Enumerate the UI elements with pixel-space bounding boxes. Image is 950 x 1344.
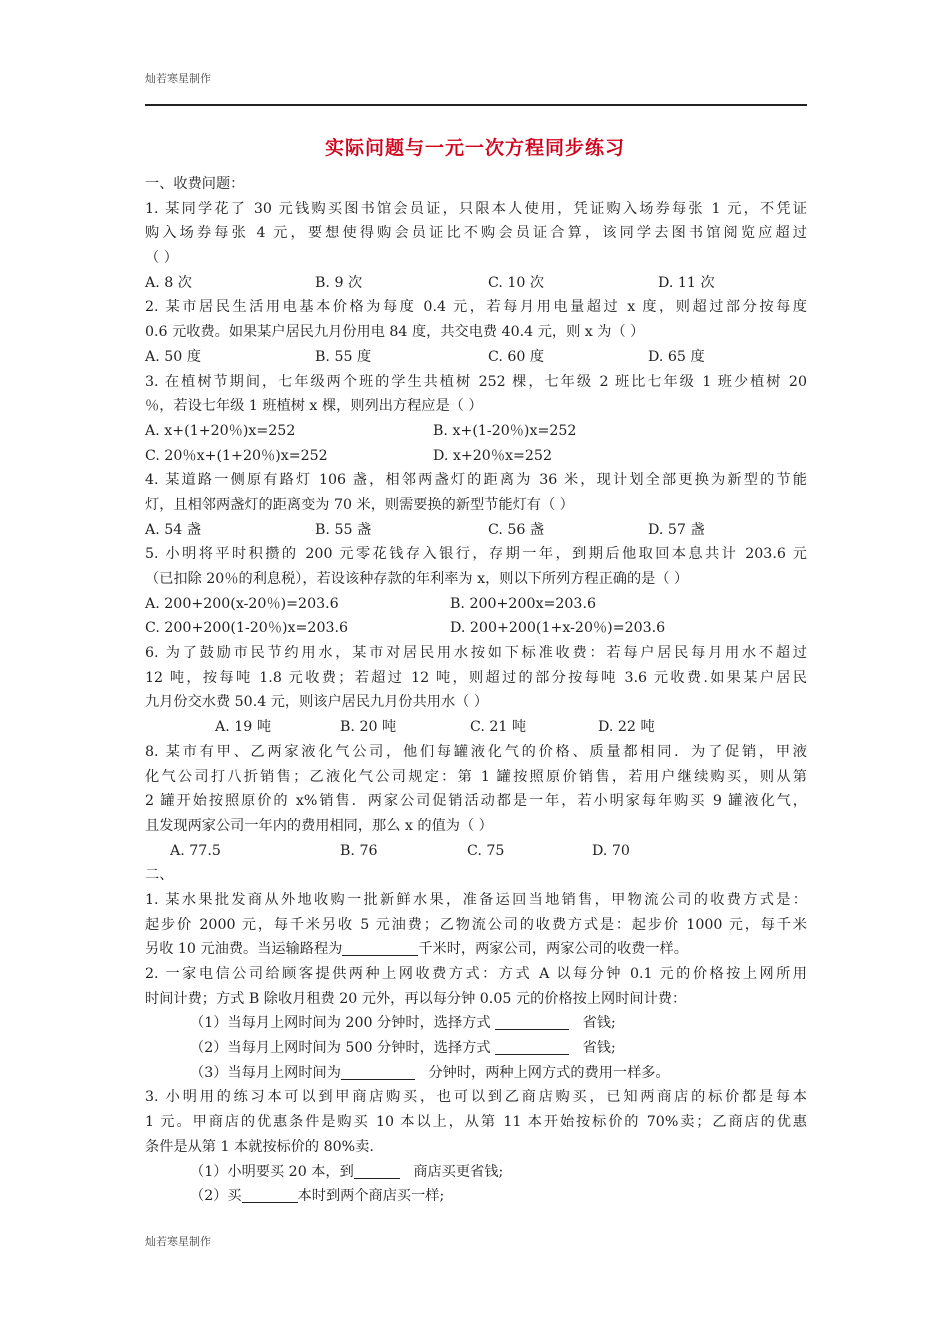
option-d: D. 70 bbox=[592, 842, 630, 859]
question-3-line-2: ％，若设七年级 1 班植树 x 棵，则列出方程应是（ ） bbox=[145, 398, 483, 415]
sub-text-after-blank: 分钟时，两种上网方式的费用一样多。 bbox=[428, 1064, 670, 1081]
question-3-line-1: 3. 在植树节期间，七年级两个班的学生共植树 252 棵，七年级 2 班比七年级 1 班少植树 20 bbox=[145, 373, 807, 390]
question-8-line-4: 且发现两家公司一年内的费用相同，那么 x 的值为（ ） bbox=[145, 817, 493, 834]
option-c: C. 20％x+(1+20％)x=252 bbox=[145, 447, 328, 464]
problem-3-line-3: 条件是从第 1 本就按标价的 80%卖. bbox=[145, 1138, 374, 1155]
answer-blank bbox=[341, 1063, 415, 1080]
sub-text-after-blank: 本时到两个商店买一样; bbox=[297, 1188, 445, 1205]
option-d: D. 65 度 bbox=[648, 348, 705, 365]
option-b: B. 55 盏 bbox=[315, 521, 372, 538]
option-b: B. 9 次 bbox=[315, 274, 363, 291]
question-5-line-2: （已扣除 20％的利息税），若设该种存款的年利率为 x，则以下所列方程正确的是（ ） bbox=[145, 571, 689, 587]
answer-blank bbox=[495, 1013, 569, 1030]
option-c: C. 21 吨 bbox=[470, 719, 527, 736]
question-6-line-3: 九月份交水费 50.4 元，则该户居民九月份共用水（ ） bbox=[145, 694, 489, 711]
page-footer: 灿若寒星制作 bbox=[145, 1235, 211, 1248]
option-a: A. 50 度 bbox=[145, 348, 202, 365]
sub-text-after-blank: 省钱; bbox=[582, 1040, 616, 1057]
sub-text-before-blank: （1）当每月上网时间为 200 分钟时，选择方式 bbox=[190, 1015, 491, 1032]
problem-2-line-2: 时间计费；方式 B 除收月租费 20 元外，再以每分钟 0.05 元的价格按上网时间计费： bbox=[145, 990, 687, 1007]
option-b: B. 200+200x=203.6 bbox=[450, 595, 596, 612]
answer-blank bbox=[495, 1038, 569, 1055]
question-2-line-1: 2. 某市居民生活用电基本价格为每度 0.4 元，若每月用电量超过 x 度，则超过部分按每度 bbox=[145, 299, 807, 316]
question-1-line-1: 1. 某同学花了 30 元钱购买图书馆会员证，只限本人使用，凭证购入场券每张 1 元，不凭证 bbox=[145, 200, 807, 217]
sub-text-before-blank: （2）买 bbox=[190, 1188, 242, 1205]
option-a: A. x+(1+20％)x=252 bbox=[145, 422, 296, 439]
problem-1-text-before-blank: 另收 10 元油费。当运输路程为 bbox=[145, 941, 343, 958]
question-5-options-row-2 bbox=[145, 616, 807, 641]
problem-3-line-2: 1 元。甲商店的优惠条件是购买 10 本以上，从第 11 本开始按标价的 70%卖；乙商店的优惠 bbox=[145, 1114, 807, 1131]
answer-blank bbox=[242, 1186, 298, 1203]
question-1-options bbox=[145, 271, 807, 296]
problem-3-line-1: 3. 小明用的练习本可以到甲商店购买，也可以到乙商店购买，已知两商店的标价都是每本 bbox=[145, 1089, 807, 1106]
page-header: 灿若寒星制作 bbox=[145, 72, 211, 85]
answer-blank bbox=[354, 1162, 400, 1179]
option-c: C. 60 度 bbox=[488, 348, 545, 365]
question-8-options bbox=[145, 839, 807, 864]
problem-3-sub-1 bbox=[145, 1160, 807, 1185]
question-8-line-2: 化气公司打八折销售；乙液化气公司规定：第 1 罐按照原价销售，若用户继续购买，则从第 bbox=[145, 768, 807, 785]
option-b: B. 76 bbox=[340, 842, 378, 859]
section-heading: 二、 bbox=[145, 867, 174, 884]
section-heading: 一、收费问题： bbox=[145, 176, 245, 192]
problem-1-text-after-blank: 千米时，两家公司，两家公司的收费一样。 bbox=[418, 941, 688, 958]
problem-1-line-1: 1. 某水果批发商从外地收购一批新鲜水果，准备运回当地销售，甲物流公司的收费方式是： bbox=[145, 891, 807, 908]
option-d: D. 11 次 bbox=[658, 274, 715, 291]
sub-text-before-blank: （2）当每月上网时间为 500 分钟时，选择方式 bbox=[190, 1040, 491, 1057]
question-8-line-1: 8. 某市有甲、乙两家液化气公司，他们每罐液化气的价格、质量都相同．为了促销，甲液 bbox=[145, 743, 807, 760]
question-4-line-2: 灯，且相邻两盏灯的距离变为 70 米，则需要换的新型节能灯有（ ） bbox=[145, 496, 574, 513]
question-4-options bbox=[145, 518, 807, 543]
option-d: D. 22 吨 bbox=[598, 719, 655, 736]
option-a: A. 8 次 bbox=[145, 274, 192, 291]
option-b: B. 20 吨 bbox=[340, 719, 397, 736]
question-5-options-row-1 bbox=[145, 592, 807, 617]
question-2-line-2: 0.6 元收费。如果某户居民九月份用电 84 度，共交电费 40.4 元，则 x 为（ ） bbox=[145, 324, 645, 341]
sub-text-after-blank: 商店买更省钱; bbox=[413, 1163, 504, 1180]
question-6-options bbox=[145, 715, 807, 740]
option-a: A. 200+200(x-20％)=203.6 bbox=[145, 595, 339, 612]
problem-1-line-3 bbox=[145, 937, 807, 962]
sub-text-after-blank: 省钱; bbox=[582, 1015, 616, 1032]
header-rule bbox=[145, 104, 807, 106]
option-b: B. 55 度 bbox=[315, 348, 372, 365]
question-6-line-1: 6. 为了鼓励市民节约用水，某市对居民用水按如下标准收费：若每户居民每月用水不超过 bbox=[145, 645, 807, 662]
option-c: C. 56 盏 bbox=[488, 521, 545, 538]
option-d: D. 57 盏 bbox=[648, 521, 705, 538]
option-c: C. 75 bbox=[467, 842, 505, 859]
sub-text-before-blank: （3）当每月上网时间为 bbox=[190, 1064, 341, 1081]
option-a: A. 19 吨 bbox=[215, 719, 272, 736]
page-title: 实际问题与一元一次方程同步练习 bbox=[324, 137, 625, 159]
option-b: B. x+(1-20％)x=252 bbox=[433, 422, 577, 439]
option-a: A. 54 盏 bbox=[145, 521, 202, 538]
question-4-line-1: 4. 某道路一侧原有路灯 106 盏，相邻两盏灯的距离为 36 米，现计划全部更换为新型的节能 bbox=[145, 472, 807, 489]
option-c: C. 200+200(1-20％)x=203.6 bbox=[145, 620, 349, 637]
problem-2-sub-1 bbox=[145, 1011, 807, 1036]
option-c: C. 10 次 bbox=[488, 274, 545, 291]
question-3-options-row-2 bbox=[145, 444, 807, 469]
sub-text-before-blank: （1）小明要买 20 本，到 bbox=[190, 1163, 354, 1180]
problem-3-sub-2 bbox=[145, 1184, 807, 1209]
problem-1-line-2: 起步价 2000 元，每千米另收 5 元油费；乙物流公司的收费方式是：起步价 1000 元，每千米 bbox=[145, 916, 807, 933]
problem-2-sub-3 bbox=[145, 1061, 807, 1086]
option-d: D. x+20％x=252 bbox=[433, 447, 552, 464]
question-1-line-2: 购入场券每张 4 元，要想使得购会员证比不购会员证合算，该同学去图书馆阅览应超过 bbox=[145, 225, 807, 242]
option-a: A. 77.5 bbox=[170, 842, 221, 859]
problem-2-line-1: 2. 一家电信公司给顾客提供两种上网收费方式：方式 A 以每分钟 0.1 元的价格按上网所用 bbox=[145, 966, 807, 982]
problem-2-sub-2 bbox=[145, 1036, 807, 1061]
question-8-line-3: 2 罐开始按照原价的 x%销售．两家公司促销活动都是一年，若小明家每年购买 9 罐液化气， bbox=[145, 793, 807, 810]
question-1-line-3: （ ） bbox=[145, 250, 178, 267]
document-body bbox=[145, 172, 807, 1209]
question-6-line-2: 12 吨，按每吨 1.8 元收费；若超过 12 吨，则超过的部分按每吨 3.6 元收费.如果某户居民 bbox=[145, 669, 807, 686]
question-5-line-1: 5. 小明将平时积攒的 200 元零花钱存入银行，存期一年，到期后他取回本息共计 203.6 元 bbox=[145, 546, 807, 563]
option-d: D. 200+200(1+x-20％)=203.6 bbox=[450, 620, 666, 637]
question-2-options bbox=[145, 345, 807, 370]
answer-blank bbox=[342, 939, 418, 956]
question-3-options-row-1 bbox=[145, 419, 807, 444]
